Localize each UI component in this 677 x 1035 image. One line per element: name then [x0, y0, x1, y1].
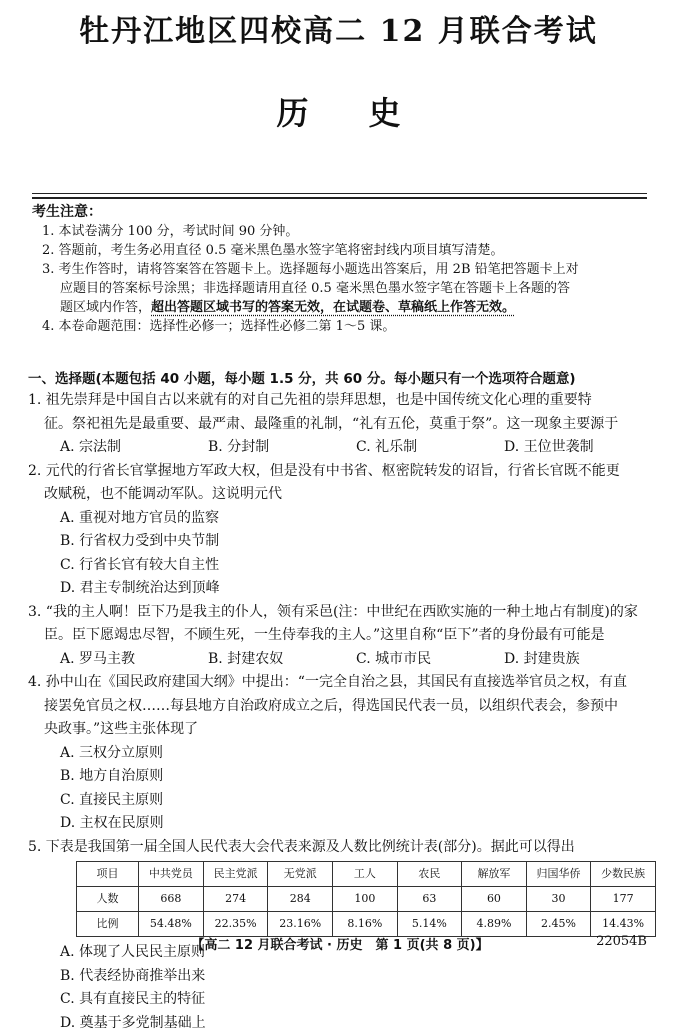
table-cell: 100	[333, 887, 398, 912]
option-b: B. 分封制	[208, 436, 356, 460]
section-heading: 一、选择题(本题包括 40 小题，每小题 1.5 分，共 60 分。每小题只有一个选项符合题意)	[28, 367, 658, 387]
question-1	[28, 389, 656, 460]
option-b: B. 代表经协商推举出来	[60, 965, 364, 989]
option-c: C. 礼乐制	[356, 436, 504, 460]
footer-exam-code: 22054B	[596, 934, 647, 949]
option-d: D. 主权在民原则	[60, 812, 364, 836]
option-list	[28, 742, 656, 836]
table-header-cell: 归国华侨	[526, 862, 591, 887]
table-header-cell: 中共党员	[139, 862, 204, 887]
table-header-cell: 少数民族	[591, 862, 656, 887]
option-c: C. 行省长官有较大自主性	[60, 554, 364, 578]
option-a: A. 重视对地方官员的监察	[60, 507, 364, 531]
table-row-label: 人数	[77, 887, 139, 912]
question-text: 接罢免官员之权……每县地方自治政府成立之后，得选国民代表一员，以组织代表会，参预中	[28, 695, 656, 719]
option-d: D. 王位世袭制	[504, 436, 652, 460]
table-cell: 30	[526, 887, 591, 912]
option-b: B. 地方自治原则	[60, 765, 364, 789]
table-wrapper	[28, 861, 656, 937]
notice-item: 1. 本试卷满分 100 分，考试时间 90 分钟。	[32, 222, 652, 241]
option-a: A. 罗马主教	[60, 648, 208, 672]
subject-title: 历史	[0, 88, 677, 134]
table-header-cell: 无党派	[268, 862, 333, 887]
question-stem	[28, 389, 656, 436]
exam-title: 牡丹江地区四校高二 12 月联合考试	[0, 6, 677, 50]
question-text: 臣。臣下愿竭忠尽智，不顾生死，一生侍奉我的主人。”这里自称“臣下”者的身份最有可能是	[28, 624, 656, 648]
table-cell: 284	[268, 887, 333, 912]
notice-title: 考生注意：	[32, 203, 652, 222]
notice-item: 4. 本卷命题范围：选择性必修一；选择性必修二第 1～5 课。	[32, 317, 652, 336]
question-text: 5. 下表是我国第一届全国人民代表大会代表来源及人数比例统计表(部分)。据此可以得出	[28, 836, 656, 860]
question-stem	[28, 460, 656, 507]
question-4	[28, 671, 656, 836]
divider-line	[32, 193, 647, 194]
table-row	[77, 887, 656, 912]
table-row-label: 比例	[77, 912, 139, 937]
table-header-cell: 解放军	[462, 862, 527, 887]
option-c: C. 城市市民	[356, 648, 504, 672]
option-c: C. 具有直接民主的特征	[60, 988, 364, 1012]
notice-item: 2. 答题前，考生务必用直径 0.5 毫米黑色墨水签字笔将密封线内项目填写清楚。	[32, 241, 652, 260]
table-cell: 668	[139, 887, 204, 912]
table-cell: 23.16%	[268, 912, 333, 937]
table-cell: 54.48%	[139, 912, 204, 937]
npc-delegate-table	[76, 861, 656, 937]
option-list	[28, 507, 656, 601]
question-stem	[28, 601, 656, 648]
question-2	[28, 460, 656, 601]
notice-item	[32, 260, 652, 317]
question-3	[28, 601, 656, 672]
table-cell: 5.14%	[397, 912, 462, 937]
option-b: B. 封建农奴	[208, 648, 356, 672]
question-text: 4. 孙中山在《国民政府建国大纲》中提出：“一完全自治之县，其国民有直接选举官员之权，有直	[28, 671, 656, 695]
table-row	[77, 912, 656, 937]
table-header-cell: 工人	[333, 862, 398, 887]
option-list	[28, 436, 656, 460]
candidate-notice	[32, 203, 652, 336]
table-cell: 2.45%	[526, 912, 591, 937]
question-text: 改赋税，也不能调动军队。这说明元代	[28, 483, 656, 507]
question-text: 3. “我的主人啊！臣下乃是我主的仆人，领有采邑(注：中世纪在西欧实施的一种土地占有制度)的家	[28, 601, 656, 625]
option-list	[28, 648, 656, 672]
option-a: A. 体现了人民民主原则	[60, 941, 364, 965]
option-list	[28, 941, 656, 1035]
question-text: 央政事。”这些主张体现了	[28, 718, 656, 742]
table-cell: 63	[397, 887, 462, 912]
table-header-cell: 民主党派	[203, 862, 268, 887]
notice-emphasis: 超出答题区域书写的答案无效，在试题卷、草稿纸上作答无效。	[151, 300, 515, 315]
table-cell: 14.43%	[591, 912, 656, 937]
notice-item-text: 3. 考生作答时，请将答案答在答题卡上。选择题每小题选出答案后，用 2B 铅笔把答题卡上对	[42, 262, 579, 277]
option-a: A. 三权分立原则	[60, 742, 364, 766]
table-cell: 4.89%	[462, 912, 527, 937]
notice-item-text	[60, 298, 652, 317]
table-cell: 8.16%	[333, 912, 398, 937]
option-a: A. 宗法制	[60, 436, 208, 460]
option-d: D. 君主专制统治达到顶峰	[60, 577, 364, 601]
notice-item-text: 题区域内作答，	[60, 300, 151, 315]
option-d: D. 封建贵族	[504, 648, 652, 672]
question-stem	[28, 836, 656, 860]
table-header-cell: 项目	[77, 862, 139, 887]
question-text: 2. 元代的行省长官掌握地方军政大权，但是没有中书省、枢密院转发的诏旨，行省长官既不能更	[28, 460, 656, 484]
table-cell: 60	[462, 887, 527, 912]
question-stem	[28, 671, 656, 742]
question-text: 1. 祖先崇拜是中国自古以来就有的对自己先祖的崇拜思想，也是中国传统文化心理的重要特	[28, 389, 656, 413]
table-header-cell: 农民	[397, 862, 462, 887]
table-cell: 22.35%	[203, 912, 268, 937]
notice-item-text: 应题目的答案标号涂黑；非选择题请用直径 0.5 毫米黑色墨水签字笔在答题卡上各题的答	[60, 279, 652, 298]
footer-page-info: 【高二 12 月联合考试 · 历史 第 1 页(共 8 页)】	[170, 934, 510, 953]
table-cell: 177	[591, 887, 656, 912]
table-cell: 274	[203, 887, 268, 912]
question-text: 征。祭祀祖先是最重要、最严肃、最隆重的礼制，“礼有五伦，莫重于祭”。这一现象主要源于	[28, 413, 656, 437]
option-c: C. 直接民主原则	[60, 789, 364, 813]
table-header-row	[77, 862, 656, 887]
option-b: B. 行省权力受到中央节制	[60, 530, 364, 554]
option-d: D. 奠基于多党制基础上	[60, 1012, 364, 1035]
divider-line-thick	[32, 197, 647, 199]
